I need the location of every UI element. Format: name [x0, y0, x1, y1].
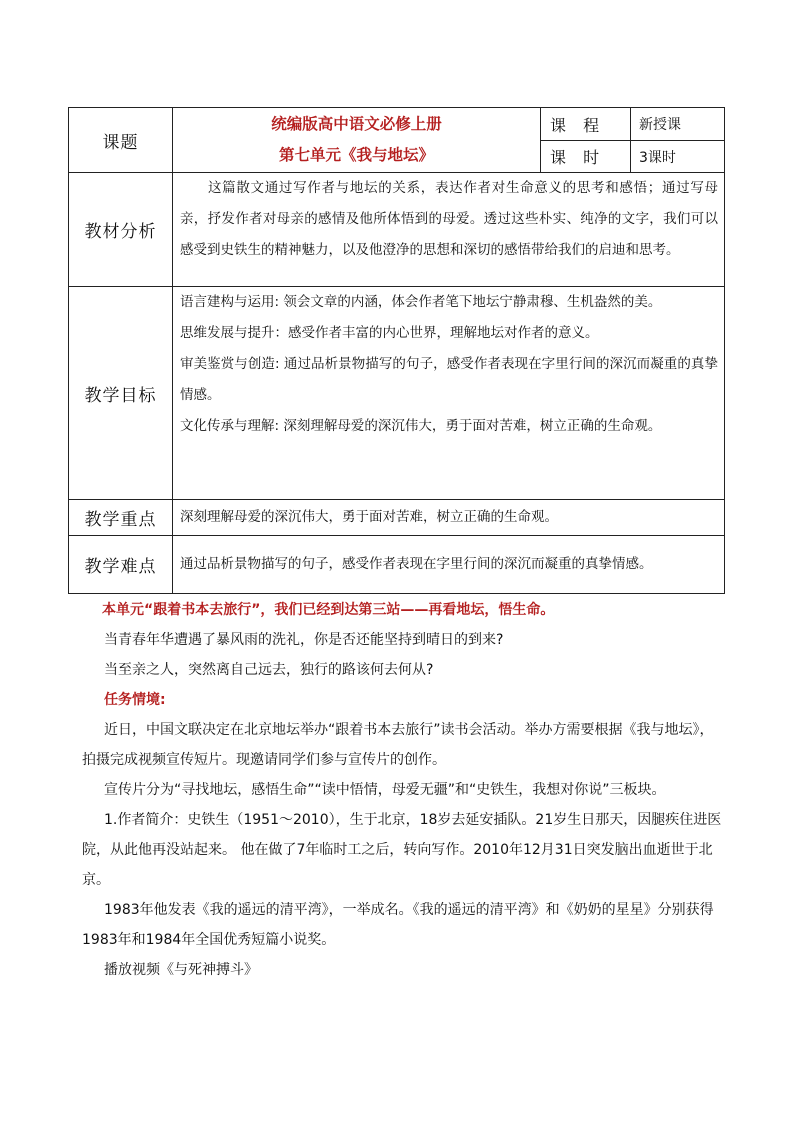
task-paragraph-1: 近日，中国文联决定在北京地坛举办“跟着书本去旅行”读书会活动。举办方需要根据《我与地坛》，拍摄完成视频宣传短片。现邀请同学们参与宣传片的创作。 — [82, 722, 714, 768]
key-point-text: 深刻理解母爱的深沉伟大，勇于面对苦难，树立正确的生命观。 — [173, 500, 725, 536]
lesson-title — [173, 108, 541, 173]
course-value: 新授课 — [631, 108, 725, 141]
analysis-text: 这篇散文通过写作者与地坛的关系，表达作者对生命意义的思考和感悟；通过写母亲，抒发作者对母亲的感情及他所体悟到的母爱。透过这些朴实、纯净的文字，我们可以感受到史铁生的精神魅力，以及他澄净的思想和深切的感悟带给我们的启迪和思考。 — [180, 180, 718, 258]
hours-value: 3课时 — [631, 141, 725, 173]
analysis-cell — [173, 173, 725, 287]
goal-item: 思维发展与提升：感受作者丰富的内心世界，理解地坛对作者的意义。 — [180, 325, 599, 341]
video-note: 播放视频《与死神搏斗》 — [104, 962, 258, 978]
lesson-plan-table — [68, 107, 725, 594]
goal-item: 语言建构与运用: 领会文章的内涵，体会作者笔下地坛宁静肃穆、生机盎然的美。 — [180, 294, 662, 310]
unit-intro: 本单元“跟着书本去旅行”，我们已经到达第三站——再看地坛，悟生命。 — [102, 602, 555, 618]
goal-item: 审美鉴赏与创造: 通过品析景物描写的句子，感受作者表现在字里行间的深沉而凝重的真挚情感。 — [180, 356, 718, 403]
author-works-paragraph: 1983年他发表《我的遥远的清平湾》，一举成名。《我的遥远的清平湾》和《奶奶的星星》分别获得1983年和1984年全国优秀短篇小说奖。 — [82, 902, 714, 948]
key-point-label: 教学重点 — [69, 500, 173, 536]
question-1: 当青春年华遭遇了暴风雨的洗礼，你是否还能坚持到晴日的到来? — [104, 632, 504, 648]
difficulty-label: 教学难点 — [69, 536, 173, 594]
hours-label: 课 时 — [541, 141, 631, 173]
lesson-title-line1: 统编版高中语文必修上册 — [271, 115, 442, 133]
task-paragraph-2: 宣传片分为“寻找地坛，感悟生命”“读中悟情，母爱无疆”和“史铁生，我想对你说”三板块。 — [104, 782, 666, 798]
goals-cell — [173, 287, 725, 500]
question-2: 当至亲之人，突然离自己远去，独行的路该何去何从? — [104, 662, 434, 678]
goal-item: 文化传承与理解: 深刻理解母爱的深沉伟大，勇于面对苦难，树立正确的生命观。 — [180, 418, 662, 434]
course-label: 课 程 — [541, 108, 631, 141]
subject-label: 课题 — [69, 108, 173, 173]
task-heading: 任务情境: — [104, 692, 166, 708]
goals-label: 教学目标 — [69, 287, 173, 500]
author-intro-paragraph: 1.作者简介：史铁生（1951～2010），生于北京，18岁去延安插队。21岁生日那天，因腿疾住进医院，从此他再没站起来。 他在做了7年临时工之后，转向写作。2010年12月31日突发脑出血逝世于北京。 — [82, 812, 722, 888]
lesson-title-line2: 第七单元《我与地坛》 — [278, 146, 434, 164]
lesson-body — [82, 595, 722, 985]
analysis-label: 教材分析 — [69, 173, 173, 287]
difficulty-text: 通过品析景物描写的句子，感受作者表现在字里行间的深沉而凝重的真挚情感。 — [173, 536, 725, 594]
